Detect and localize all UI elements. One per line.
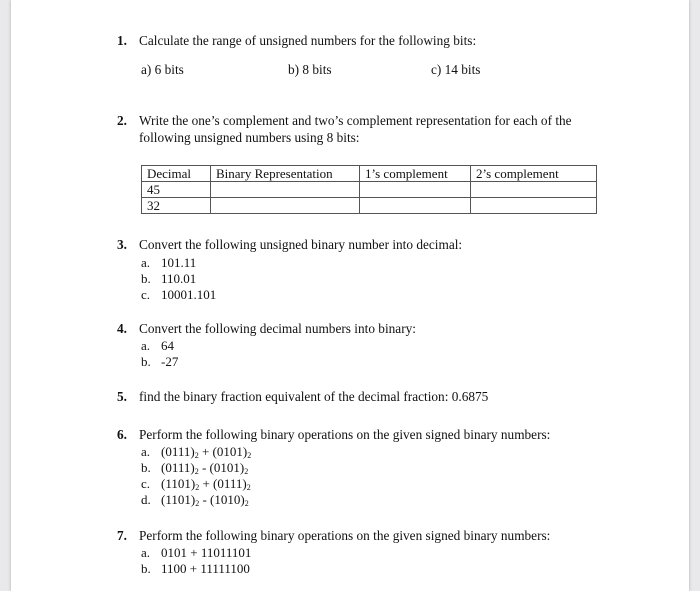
list-item: b. 110.01 [141,271,197,286]
list-item: b. -27 [141,354,179,369]
question-number: 5. [117,389,127,404]
part-b: b) 8 bits [288,62,332,77]
table-header-row [142,166,597,182]
question-number: 2. [117,113,127,128]
list-item: b. $(0111)_2 - (0101)_2$ [141,460,249,476]
question-7 [117,527,609,544]
part-c: c) 14 bits [431,62,481,77]
question-3 [117,236,609,253]
list-item: a. $(0111)_2 + (0101)_2$ [141,444,252,460]
table-cell [211,198,360,214]
table-row [142,182,597,198]
question-text: Calculate the range of unsigned numbers for the following bits: [139,33,477,48]
document-page [11,0,689,591]
question-text: Perform the following binary operations on the given signed binary numbers: [139,528,551,543]
table-cell [360,182,471,198]
table-cell [471,182,597,198]
table-cell [211,182,360,198]
table-cell [471,198,597,214]
list-item: c. $(1101)_2 + (0111)_2$ [141,476,251,492]
header-ones-complement: 1’s complement [360,166,471,182]
question-5 [117,388,609,405]
question-number: 3. [117,237,127,252]
part-a: a) 6 bits [141,62,184,77]
question-1 [117,32,609,49]
question-number: 1. [117,33,127,48]
table-cell [360,198,471,214]
question-number: 6. [117,427,127,442]
list-item: b. 1100 + 11111100 [141,561,250,576]
question-text: Convert the following unsigned binary number into decimal: [139,237,463,252]
header-twos-complement: 2’s complement [471,166,597,182]
question-text: find the binary fraction equivalent of the decimal fraction: 0.6875 [139,389,489,404]
list-item: c. 10001.101 [141,287,217,302]
question-4 [117,320,609,337]
question-number: 7. [117,528,127,543]
table-cell: 32 [142,198,211,214]
table-row [142,198,597,214]
list-item: a. 101.11 [141,255,197,270]
list-item: a. 64 [141,338,174,353]
list-item: d. $(1101)_2 - (1010)_2$ [141,492,249,508]
question-2 [117,112,609,146]
question-text: Write the one’s complement and two’s complement representation for each of the following unsigned numbers using 8 bits: [139,113,572,145]
list-item: a. 0101 + 11011101 [141,545,252,560]
question-number: 4. [117,321,127,336]
header-binary: Binary Representation [211,166,360,182]
complement-table [141,165,597,214]
table-cell: 45 [142,182,211,198]
question-text: Convert the following decimal numbers into binary: [139,321,416,336]
header-decimal: Decimal [142,166,211,182]
question-text: Perform the following binary operations on the given signed binary numbers: [139,427,551,442]
question-6 [117,426,609,443]
